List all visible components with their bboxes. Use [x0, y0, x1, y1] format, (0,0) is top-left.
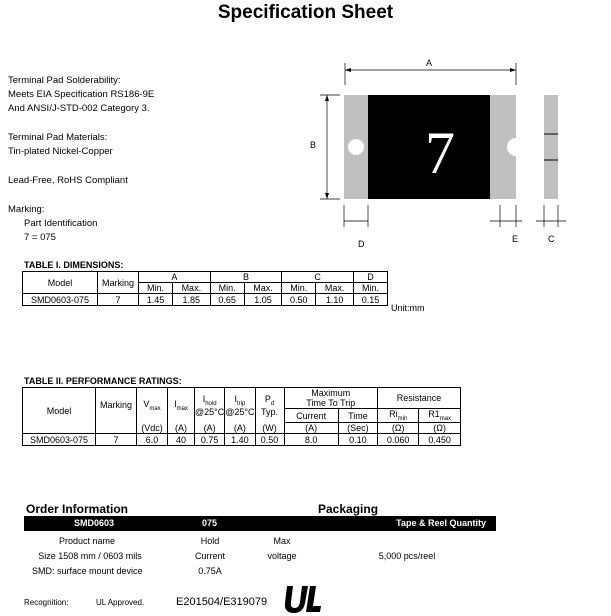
- t1-h-a: A: [139, 272, 211, 283]
- t2-h-current: Current: [284, 409, 338, 423]
- recognition-label: Recognition:: [24, 598, 69, 607]
- order-r1c2: Hold: [200, 536, 220, 546]
- t1-marking: 7: [98, 294, 139, 306]
- t2-rimin: 0.060: [378, 434, 419, 446]
- t2-u-a1: (A): [168, 423, 195, 434]
- t2-h-r1max: $R1_{max}$: [419, 409, 461, 423]
- t2-u-a3: (A): [225, 423, 255, 434]
- ul-logo-icon: [283, 584, 325, 614]
- table-row: [23, 434, 461, 446]
- t2-u-ohm1: (Ω): [378, 423, 419, 434]
- t2-h-pd: $P_d$ Typ.: [255, 388, 284, 423]
- table2-title: TABLE II. PERFORMANCE RATINGS:: [24, 376, 182, 386]
- t2-h-imax: $I_{max}$: [168, 388, 195, 423]
- t2-imax: 40: [168, 434, 195, 446]
- t2-h-resistance: Resistance: [378, 388, 461, 409]
- t2-h-itrip: $I_{trip}$ @25°C: [225, 388, 255, 423]
- t1-b-min: 0.65: [210, 294, 244, 306]
- marking-heading: Marking:: [8, 204, 45, 215]
- order-r2c3: voltage: [267, 551, 297, 561]
- packaging-header-label: Tape & Reel Quantity: [396, 518, 486, 528]
- t1-h-d: D: [353, 272, 387, 283]
- t1-a-min: 1.45: [139, 294, 173, 306]
- t1-h-b-min: Min.: [210, 283, 244, 294]
- solderability-category: And ANSI/J-STD-002 Category 3.: [8, 103, 150, 114]
- t2-u-a4: (A): [284, 423, 338, 434]
- side-view: [544, 95, 558, 199]
- recognition-file: E201504/E319079: [176, 596, 268, 608]
- t2-ihold: 0.75: [195, 434, 225, 446]
- t2-pd: 0.50: [255, 434, 284, 446]
- packaging-value: 5,000 pcs/reel: [378, 551, 436, 561]
- t2-h-ihold: $I_{hold}$ @25°C: [195, 388, 225, 423]
- t1-h-c-min: Min.: [282, 283, 316, 294]
- t1-h-b-max: Max.: [244, 283, 282, 294]
- dim-d-label: D: [358, 239, 365, 249]
- right-terminal-notch: [507, 138, 525, 156]
- t2-marking: 7: [96, 434, 137, 446]
- t2-h-model: Model: [23, 388, 96, 434]
- t2-model: SMD0603-075: [23, 434, 96, 446]
- dim-a-arrow-left: [345, 68, 351, 72]
- t1-a-max: 1.85: [173, 294, 211, 306]
- t2-h-rimin: $Ri_{min}$: [378, 409, 419, 423]
- order-title: Order Information: [26, 502, 129, 516]
- marking-notes: [8, 203, 97, 245]
- t1-h-c: C: [282, 272, 354, 283]
- t1-h-a-max: Max.: [173, 283, 211, 294]
- t1-c-min: 0.50: [282, 294, 316, 306]
- t2-u-vdc: (Vdc): [137, 423, 168, 434]
- dim-e-label: E: [512, 234, 519, 244]
- t2-u-sec: (Sec): [338, 423, 377, 434]
- order-r1c1: Product name: [58, 536, 116, 546]
- t2-current: 8.0: [284, 434, 338, 446]
- t2-u-a2: (A): [195, 423, 225, 434]
- dim-b-arrow-bottom: [325, 193, 329, 199]
- t2-u-ohm2: (Ω): [419, 423, 461, 434]
- dim-a-label: A: [426, 58, 433, 68]
- table-row: [23, 294, 388, 306]
- t1-h-c-max: Max.: [316, 283, 354, 294]
- t2-h-vmax: $V_{max}$: [137, 388, 168, 423]
- leadfree-note: Lead-Free, RoHS Compliant: [8, 175, 128, 186]
- performance-table: [22, 387, 461, 446]
- marking-part-id: Part Identification: [24, 218, 98, 229]
- dim-c-label: C: [548, 234, 555, 244]
- dim-a-arrow-right: [510, 68, 516, 72]
- t2-r1max: 0.450: [419, 434, 461, 446]
- dimension-diagram: [300, 55, 600, 255]
- t2-vmax: 6.0: [137, 434, 168, 446]
- t2-time: 0.10: [338, 434, 377, 446]
- unit-label: Unit:mm: [391, 303, 425, 313]
- packaging-title: Packaging: [318, 502, 379, 516]
- materials-heading: Terminal Pad Materials:: [8, 132, 108, 143]
- t2-h-marking: Marking: [96, 388, 137, 423]
- t1-c-max: 1.10: [316, 294, 354, 306]
- t2-h-maxtime: Maximum Time To Trip: [284, 388, 378, 409]
- dimensions-table: [22, 271, 388, 306]
- marking-code: 7 = 075: [24, 232, 56, 243]
- t1-d-min: 0.15: [353, 294, 387, 306]
- order-r2c2: Current: [194, 551, 225, 561]
- solderability-notes: [8, 74, 154, 116]
- left-terminal-notch: [348, 139, 364, 155]
- dim-b-arrow-top: [325, 95, 329, 101]
- t2-u-marking: [96, 423, 137, 434]
- t1-h-a-min: Min.: [139, 283, 173, 294]
- t1-model: SMD0603-075: [23, 294, 98, 306]
- order-r3c2: 0.75A: [198, 566, 222, 576]
- dim-b-label: B: [310, 140, 317, 150]
- part-mark: 7: [425, 120, 455, 186]
- t1-h-b: B: [210, 272, 282, 283]
- materials-notes: [8, 131, 113, 159]
- t2-h-time: Time: [338, 409, 377, 423]
- materials-value: Tin-plated Nickel-Copper: [8, 146, 113, 157]
- t1-b-max: 1.05: [244, 294, 282, 306]
- t1-h-d-min: Min.: [353, 283, 387, 294]
- recognition-approved: UL Approved.: [96, 598, 145, 607]
- packaging-header: [318, 516, 496, 531]
- solderability-heading: Terminal Pad Solderability:: [8, 75, 121, 86]
- order-r2c1: Size 1508 mm / 0603 mils: [38, 551, 142, 561]
- order-r3c1: SMD: surface mount device: [32, 566, 143, 576]
- order-h1: SMD0603: [74, 518, 115, 528]
- t1-h-marking: Marking: [98, 272, 139, 294]
- order-header: [24, 516, 318, 531]
- t2-u-w: (W): [255, 423, 284, 434]
- solderability-spec: Meets EIA Specification RS186-9E: [8, 89, 155, 100]
- order-h2: 075: [202, 518, 218, 528]
- t2-itrip: 1.40: [225, 434, 255, 446]
- table1-title: TABLE I. DIMENSIONS:: [24, 260, 124, 270]
- page-title: Specification Sheet: [217, 2, 394, 23]
- order-r1c3: Max: [273, 536, 291, 546]
- t1-h-model: Model: [23, 272, 98, 294]
